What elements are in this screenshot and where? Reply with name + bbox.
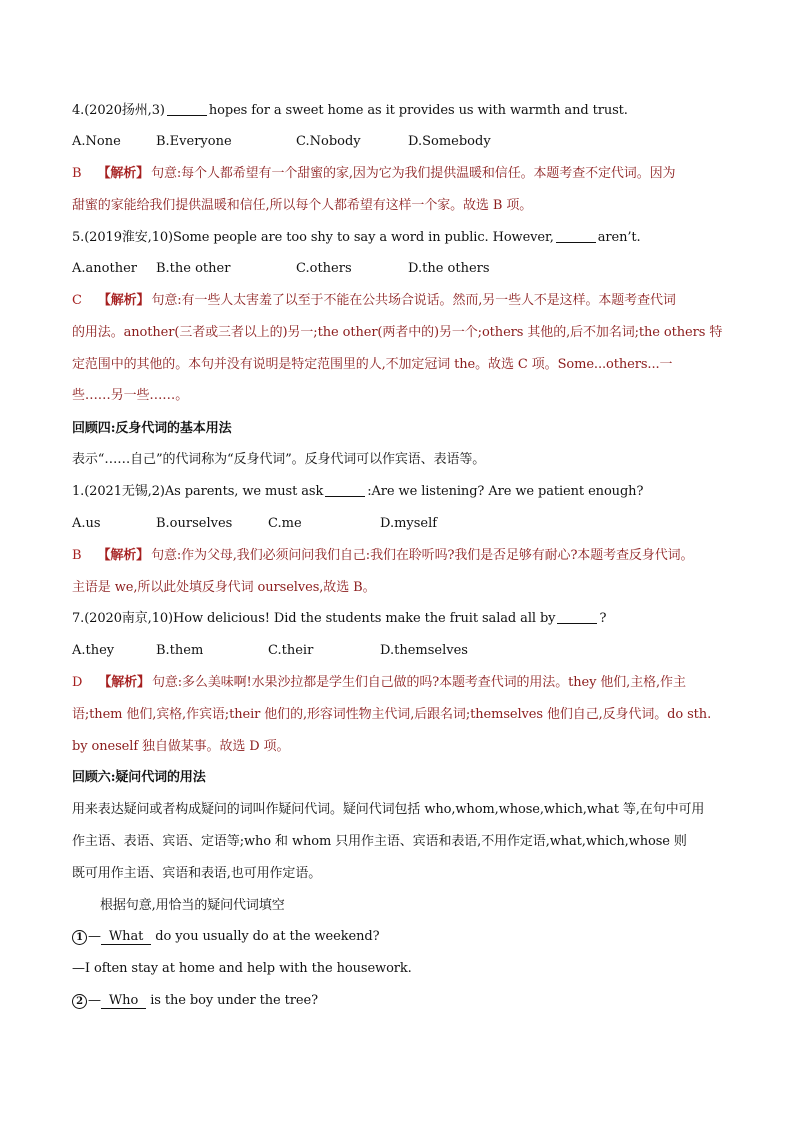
fill-item-1-dash: — xyxy=(88,929,101,944)
question-1-analysis-line-1 xyxy=(72,546,732,566)
question-4-analysis-line-2: 甜蜜的家能给我们提供温暖和信任,所以每个人都希望有这样一个家。故选 B 项。 xyxy=(72,198,533,213)
question-7-stem xyxy=(72,609,732,629)
question-5-option-b: B.the other xyxy=(156,261,231,276)
question-1-analysis-text-1: 句意:作为父母,我们必须问问我们自己:我们在聆听吗?我们是否足够有耐心?本题考查反身代词。 xyxy=(151,548,694,563)
question-7-analysis-line-2: 语;them 他们,宾格,作宾语;their 他们的,形容词性物主代词,后跟名词;themselves 他们自己,反身代词。do sth. xyxy=(72,707,712,722)
question-7-option-b: B.them xyxy=(156,643,204,658)
question-5-blank xyxy=(556,228,596,243)
question-1-option-b: B.ourselves xyxy=(156,516,233,531)
section-4-heading: 回顾四:反身代词的基本用法 xyxy=(72,421,232,436)
section-6-intro-line-1: 用来表达疑问或者构成疑问的词叫作疑问代词。疑问代词包括 who,whom,whose,which,what 等,在句中可用 xyxy=(72,802,705,817)
fill-item-1-answer: What xyxy=(101,929,151,945)
question-7-analysis-tag: 【解析】 xyxy=(98,675,150,690)
question-7-blank xyxy=(557,609,597,624)
question-7-option-c: C.their xyxy=(268,643,314,658)
question-7-option-a: A.they xyxy=(72,643,115,658)
question-4-answer-key: B xyxy=(72,166,82,181)
question-5-analysis-line-2: 的用法。another(三者或三者以上的)另一;the other(两者中的)另一个;others 其他的,后不加名词;the others 特 xyxy=(72,325,723,340)
question-7-text: ? xyxy=(599,611,607,626)
section-6-intro-line-2: 作主语、表语、宾语、定语等;who 和 whom 只用作主语、宾语和表语,不用作定语,what,which,whose 则 xyxy=(72,834,687,849)
question-1-option-a: A.us xyxy=(72,516,101,531)
question-1-analysis-tag: 【解析】 xyxy=(97,548,150,563)
question-1-blank xyxy=(325,482,365,497)
question-7-analysis-line-1 xyxy=(72,673,732,693)
question-4-option-c: C.Nobody xyxy=(296,134,361,149)
fill-item-2-number: 2 xyxy=(72,994,87,1009)
section-4-intro: 表示“……自己”的代词称为“反身代词”。反身代词可以作宾语、表语等。 xyxy=(72,452,486,467)
question-5-option-c: C.others xyxy=(296,261,352,276)
question-5-option-d: D.the others xyxy=(408,261,490,276)
question-4-analysis-line-1 xyxy=(72,164,732,184)
question-4-analysis-text-1: 句意:每个人都希望有一个甜蜜的家,因为它为我们提供温暖和信任。本题考查不定代词。因为 xyxy=(151,166,676,181)
fill-item-1-number: 1 xyxy=(72,930,87,945)
question-4-stem xyxy=(72,101,732,121)
question-7-analysis-text-1: 句意:多么美味啊!水果沙拉都是学生们自己做的吗?本题考查代词的用法。they 他们,主格,作主 xyxy=(151,675,686,690)
question-5-answer-key: C xyxy=(72,293,82,308)
question-4-blank xyxy=(167,101,207,116)
fill-item-2-text: is the boy under the tree? xyxy=(150,993,318,1008)
fill-item-2-dash: — xyxy=(88,993,101,1008)
section-6-task: 根据句意,用恰当的疑问代词填空 xyxy=(100,898,285,913)
question-4-text: hopes for a sweet home as it provides us with warmth and trust. xyxy=(208,103,628,118)
question-4-option-b: B.Everyone xyxy=(156,134,232,149)
fill-item-2-answer: Who xyxy=(101,993,146,1009)
question-5-source: 5.(2019淮安,10)Some people are too shy to say a word in public. However, xyxy=(72,230,554,245)
question-1-answer-key: B xyxy=(72,548,82,563)
fill-item-2 xyxy=(72,991,732,1011)
question-4-analysis-tag: 【解析】 xyxy=(97,166,150,181)
question-7-analysis-line-3: by oneself 独自做某事。故选 D 项。 xyxy=(72,739,290,754)
fill-item-1-reply: —I often stay at home and help with the housework. xyxy=(72,961,412,976)
question-5-analysis-line-3: 定范围中的其他的。本句并没有说明是特定范围里的人,不加定冠词 the。故选 C 项。Some...others...一 xyxy=(72,357,673,372)
question-7-option-d: D.themselves xyxy=(380,643,468,658)
question-5-text: aren’t. xyxy=(597,230,641,245)
question-4-option-d: D.Somebody xyxy=(408,134,491,149)
fill-item-1 xyxy=(72,927,732,947)
question-5-option-a: A.another xyxy=(72,261,137,276)
question-5-analysis-line-1 xyxy=(72,291,732,311)
section-6-intro-line-3: 既可用作主语、宾语和表语,也可用作定语。 xyxy=(72,866,322,881)
section-6-heading: 回顾六:疑问代词的用法 xyxy=(72,770,206,785)
question-4-option-a: A.None xyxy=(72,134,121,149)
question-5-analysis-text-1: 句意:有一些人太害羞了以至于不能在公共场合说话。然而,另一些人不是这样。本题考查代词 xyxy=(151,293,676,308)
question-5-analysis-line-4: 些……另一些……。 xyxy=(72,388,189,403)
question-7-answer-key: D xyxy=(72,675,83,690)
question-5-analysis-tag: 【解析】 xyxy=(97,293,150,308)
question-1-source: 1.(2021无锡,2)As parents, we must ask xyxy=(72,484,324,499)
question-5-stem xyxy=(72,228,732,248)
question-1-analysis-line-2: 主语是 we,所以此处填反身代词 ourselves,故选 B。 xyxy=(72,580,376,595)
question-1-text: :Are we listening? Are we patient enough? xyxy=(367,484,644,499)
fill-item-1-text: do you usually do at the weekend? xyxy=(155,929,380,944)
question-1-stem xyxy=(72,482,732,502)
question-4-source: 4.(2020扬州,3) xyxy=(72,103,165,118)
question-1-option-d: D.myself xyxy=(380,516,438,531)
question-1-option-c: C.me xyxy=(268,516,302,531)
question-7-source: 7.(2020南京,10)How delicious! Did the students make the fruit salad all by xyxy=(72,611,556,626)
